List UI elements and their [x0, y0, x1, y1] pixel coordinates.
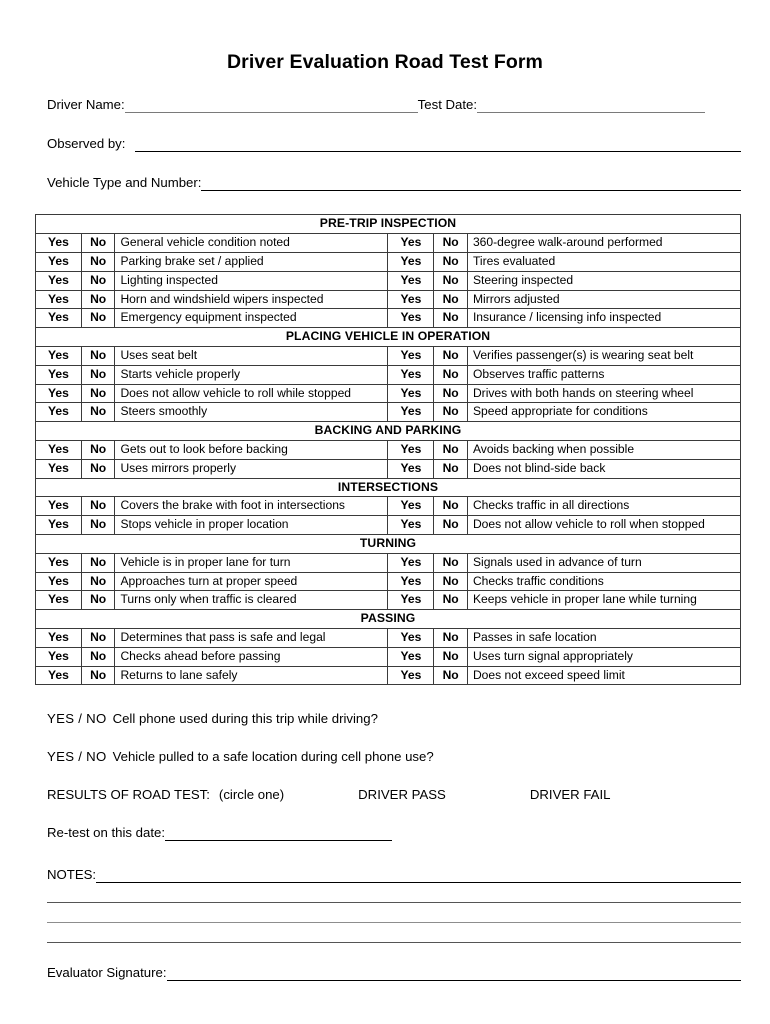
yes-option-right[interactable]: Yes	[388, 290, 434, 309]
evaluation-checklist-table	[35, 214, 741, 685]
no-option-left[interactable]: No	[81, 628, 115, 647]
yes-option-right[interactable]: Yes	[388, 553, 434, 572]
checklist-item-label: Does not allow vehicle to roll while stopped	[115, 384, 388, 403]
checklist-row	[36, 441, 741, 460]
observed-by-label: Observed by:	[47, 136, 126, 152]
no-option-left[interactable]: No	[81, 384, 115, 403]
checklist-item-label: Uses mirrors properly	[115, 459, 388, 478]
checklist-item-label: Starts vehicle properly	[115, 365, 388, 384]
question-yesno-choice[interactable]: YES / NO	[47, 749, 107, 765]
no-option-right[interactable]: No	[434, 271, 468, 290]
no-option-right[interactable]: No	[434, 459, 468, 478]
no-option-left[interactable]: No	[81, 234, 115, 253]
checklist-row	[36, 647, 741, 666]
no-option-left[interactable]: No	[81, 347, 115, 366]
no-option-right[interactable]: No	[434, 403, 468, 422]
checklist-item-label: Insurance / licensing info inspected	[467, 309, 740, 328]
yes-option-right[interactable]: Yes	[388, 347, 434, 366]
no-option-right[interactable]: No	[434, 628, 468, 647]
yes-option-right[interactable]: Yes	[388, 234, 434, 253]
checklist-row	[36, 271, 741, 290]
section-heading-label: BACKING AND PARKING	[36, 422, 741, 441]
no-option-right[interactable]: No	[434, 234, 468, 253]
no-option-right[interactable]: No	[434, 497, 468, 516]
no-option-left[interactable]: No	[81, 647, 115, 666]
retest-date-input[interactable]	[165, 827, 392, 841]
no-option-right[interactable]: No	[434, 516, 468, 535]
section-heading-label: PLACING VEHICLE IN OPERATION	[36, 328, 741, 347]
yes-option-left[interactable]: Yes	[36, 309, 82, 328]
yes-option-left[interactable]: Yes	[36, 234, 82, 253]
no-option-right[interactable]: No	[434, 347, 468, 366]
yes-option-left[interactable]: Yes	[36, 666, 82, 685]
notes-input-line-1[interactable]	[96, 869, 741, 883]
yes-option-left[interactable]: Yes	[36, 271, 82, 290]
no-option-right[interactable]: No	[434, 290, 468, 309]
notes-block	[47, 867, 741, 943]
yes-option-right[interactable]: Yes	[388, 253, 434, 272]
results-label: RESULTS OF ROAD TEST:	[47, 787, 210, 803]
yes-no-questions	[47, 711, 741, 765]
checklist-item-label: Stops vehicle in proper location	[115, 516, 388, 535]
checklist-item-label: Determines that pass is safe and legal	[115, 628, 388, 647]
checklist-section-header	[36, 478, 741, 497]
yes-option-right[interactable]: Yes	[388, 403, 434, 422]
checklist-row	[36, 384, 741, 403]
no-option-left[interactable]: No	[81, 572, 115, 591]
no-option-left[interactable]: No	[81, 271, 115, 290]
driver-name-input[interactable]	[125, 99, 418, 113]
no-option-right[interactable]: No	[434, 553, 468, 572]
checklist-section-header	[36, 610, 741, 629]
yes-option-left[interactable]: Yes	[36, 403, 82, 422]
checklist-row	[36, 309, 741, 328]
no-option-left[interactable]: No	[81, 290, 115, 309]
checklist-item-label: Verifies passenger(s) is wearing seat belt	[467, 347, 740, 366]
observed-by-input[interactable]	[135, 138, 741, 152]
yes-option-right[interactable]: Yes	[388, 647, 434, 666]
yes-option-left[interactable]: Yes	[36, 497, 82, 516]
checklist-row	[36, 459, 741, 478]
checklist-item-label: 360-degree walk-around performed	[467, 234, 740, 253]
notes-first-row	[47, 867, 741, 883]
yes-option-right[interactable]: Yes	[388, 271, 434, 290]
checklist-row	[36, 516, 741, 535]
checklist-item-label: Checks traffic in all directions	[467, 497, 740, 516]
checklist-item-label: Parking brake set / applied	[115, 253, 388, 272]
checklist-row	[36, 365, 741, 384]
yes-option-right[interactable]: Yes	[388, 459, 434, 478]
question-text: Vehicle pulled to a safe location during cell phone use?	[112, 749, 434, 765]
checklist-item-label: Steering inspected	[467, 271, 740, 290]
checklist-section-header	[36, 215, 741, 234]
checklist-item-label: General vehicle condition noted	[115, 234, 388, 253]
yes-option-right[interactable]: Yes	[388, 591, 434, 610]
yes-option-right[interactable]: Yes	[388, 628, 434, 647]
checklist-item-label: Vehicle is in proper lane for turn	[115, 553, 388, 572]
yes-option-left[interactable]: Yes	[36, 628, 82, 647]
test-date-input[interactable]	[477, 99, 705, 113]
no-option-left[interactable]: No	[81, 553, 115, 572]
notes-input-line-2[interactable]	[47, 883, 741, 903]
checklist-item-label: Steers smoothly	[115, 403, 388, 422]
checklist-item-label: Passes in safe location	[467, 628, 740, 647]
vehicle-label: Vehicle Type and Number:	[47, 175, 202, 191]
evaluator-signature-row	[47, 965, 741, 981]
checklist-row	[36, 347, 741, 366]
checklist-item-label: Turns only when traffic is cleared	[115, 591, 388, 610]
driver-fail-option[interactable]: DRIVER FAIL	[529, 787, 611, 803]
section-heading-label: PRE-TRIP INSPECTION	[36, 215, 741, 234]
no-option-right[interactable]: No	[434, 384, 468, 403]
checklist-item-label: Covers the brake with foot in intersections	[115, 497, 388, 516]
no-option-right[interactable]: No	[434, 253, 468, 272]
checklist-section-header	[36, 328, 741, 347]
no-option-left[interactable]: No	[81, 309, 115, 328]
vehicle-input[interactable]	[201, 177, 741, 191]
bottom-section	[29, 711, 741, 981]
no-option-left[interactable]: No	[81, 365, 115, 384]
checklist-row	[36, 666, 741, 685]
retest-label: Re-test on this date:	[47, 825, 166, 841]
checklist-item-label: Checks traffic conditions	[467, 572, 740, 591]
checklist-item-label: Horn and windshield wipers inspected	[115, 290, 388, 309]
checklist-body	[36, 215, 741, 685]
no-option-left[interactable]: No	[81, 516, 115, 535]
checklist-item-label: Approaches turn at proper speed	[115, 572, 388, 591]
no-option-left[interactable]: No	[81, 403, 115, 422]
section-heading-label: TURNING	[36, 534, 741, 553]
checklist-item-label: Lighting inspected	[115, 271, 388, 290]
yes-option-right[interactable]: Yes	[388, 497, 434, 516]
no-option-right[interactable]: No	[434, 666, 468, 685]
test-date-label: Test Date:	[417, 97, 478, 113]
checklist-item-label: Does not exceed speed limit	[467, 666, 740, 685]
no-option-left[interactable]: No	[81, 591, 115, 610]
question-text: Cell phone used during this trip while driving?	[112, 711, 378, 727]
yes-option-left[interactable]: Yes	[36, 647, 82, 666]
no-option-left[interactable]: No	[81, 253, 115, 272]
checklist-row	[36, 403, 741, 422]
checklist-item-label: Returns to lane safely	[115, 666, 388, 685]
section-heading-label: INTERSECTIONS	[36, 478, 741, 497]
checklist-item-label: Keeps vehicle in proper lane while turning	[467, 591, 740, 610]
notes-input-line-3[interactable]	[47, 903, 741, 923]
checklist-row	[36, 234, 741, 253]
yes-option-right[interactable]: Yes	[388, 666, 434, 685]
yes-option-right[interactable]: Yes	[388, 516, 434, 535]
yes-option-left[interactable]: Yes	[36, 459, 82, 478]
checklist-row	[36, 253, 741, 272]
checklist-item-label: Observes traffic patterns	[467, 365, 740, 384]
question-row	[47, 749, 741, 765]
checklist-item-label: Checks ahead before passing	[115, 647, 388, 666]
checklist-row	[36, 572, 741, 591]
checklist-section-header	[36, 534, 741, 553]
yes-option-left[interactable]: Yes	[36, 347, 82, 366]
yes-option-right[interactable]: Yes	[388, 572, 434, 591]
checklist-section-header	[36, 422, 741, 441]
checklist-row	[36, 290, 741, 309]
checklist-item-label: Avoids backing when possible	[467, 441, 740, 460]
checklist-item-label: Gets out to look before backing	[115, 441, 388, 460]
no-option-left[interactable]: No	[81, 497, 115, 516]
question-row	[47, 711, 741, 727]
no-option-left[interactable]: No	[81, 459, 115, 478]
yes-option-right[interactable]: Yes	[388, 441, 434, 460]
question-yesno-choice[interactable]: YES / NO	[47, 711, 107, 727]
checklist-item-label: Drives with both hands on steering wheel	[467, 384, 740, 403]
evaluator-signature-label: Evaluator Signature:	[47, 965, 167, 981]
driver-pass-option[interactable]: DRIVER PASS	[358, 787, 446, 803]
checklist-item-label: Mirrors adjusted	[467, 290, 740, 309]
checklist-item-label: Uses turn signal appropriately	[467, 647, 740, 666]
yes-option-right[interactable]: Yes	[388, 365, 434, 384]
no-option-right[interactable]: No	[434, 647, 468, 666]
no-option-right[interactable]: No	[434, 309, 468, 328]
yes-option-left[interactable]: Yes	[36, 516, 82, 535]
yes-option-left[interactable]: Yes	[36, 384, 82, 403]
driver-name-label: Driver Name:	[47, 97, 125, 113]
no-option-left[interactable]: No	[81, 441, 115, 460]
vehicle-row	[47, 175, 741, 191]
no-option-right[interactable]: No	[434, 591, 468, 610]
checklist-item-label: Does not allow vehicle to roll when stopped	[467, 516, 740, 535]
no-option-right[interactable]: No	[434, 441, 468, 460]
checklist-item-label: Speed appropriate for conditions	[467, 403, 740, 422]
yes-option-left[interactable]: Yes	[36, 290, 82, 309]
evaluator-signature-input[interactable]	[167, 967, 742, 981]
no-option-left[interactable]: No	[81, 666, 115, 685]
observed-by-row	[47, 136, 741, 152]
checklist-item-label: Does not blind-side back	[467, 459, 740, 478]
section-heading-label: PASSING	[36, 610, 741, 629]
checklist-item-label: Emergency equipment inspected	[115, 309, 388, 328]
checklist-item-label: Signals used in advance of turn	[467, 553, 740, 572]
yes-option-left[interactable]: Yes	[36, 591, 82, 610]
checklist-row	[36, 553, 741, 572]
yes-option-right[interactable]: Yes	[388, 384, 434, 403]
checklist-row	[36, 497, 741, 516]
yes-option-left[interactable]: Yes	[36, 253, 82, 272]
yes-option-left[interactable]: Yes	[36, 365, 82, 384]
no-option-right[interactable]: No	[434, 365, 468, 384]
yes-option-right[interactable]: Yes	[388, 309, 434, 328]
yes-option-left[interactable]: Yes	[36, 572, 82, 591]
circle-one-hint: (circle one)	[218, 787, 285, 803]
checklist-item-label: Uses seat belt	[115, 347, 388, 366]
header-fields	[29, 97, 741, 191]
yes-option-left[interactable]: Yes	[36, 553, 82, 572]
driver-name-row	[47, 97, 741, 113]
checklist-row	[36, 628, 741, 647]
no-option-right[interactable]: No	[434, 572, 468, 591]
page-title: Driver Evaluation Road Test Form	[227, 51, 543, 73]
yes-option-left[interactable]: Yes	[36, 441, 82, 460]
checklist-row	[36, 591, 741, 610]
notes-input-line-4[interactable]	[47, 923, 741, 943]
results-of-road-test-row	[47, 787, 741, 803]
notes-label: NOTES:	[47, 867, 97, 883]
retest-date-row	[47, 825, 741, 841]
checklist-item-label: Tires evaluated	[467, 253, 740, 272]
